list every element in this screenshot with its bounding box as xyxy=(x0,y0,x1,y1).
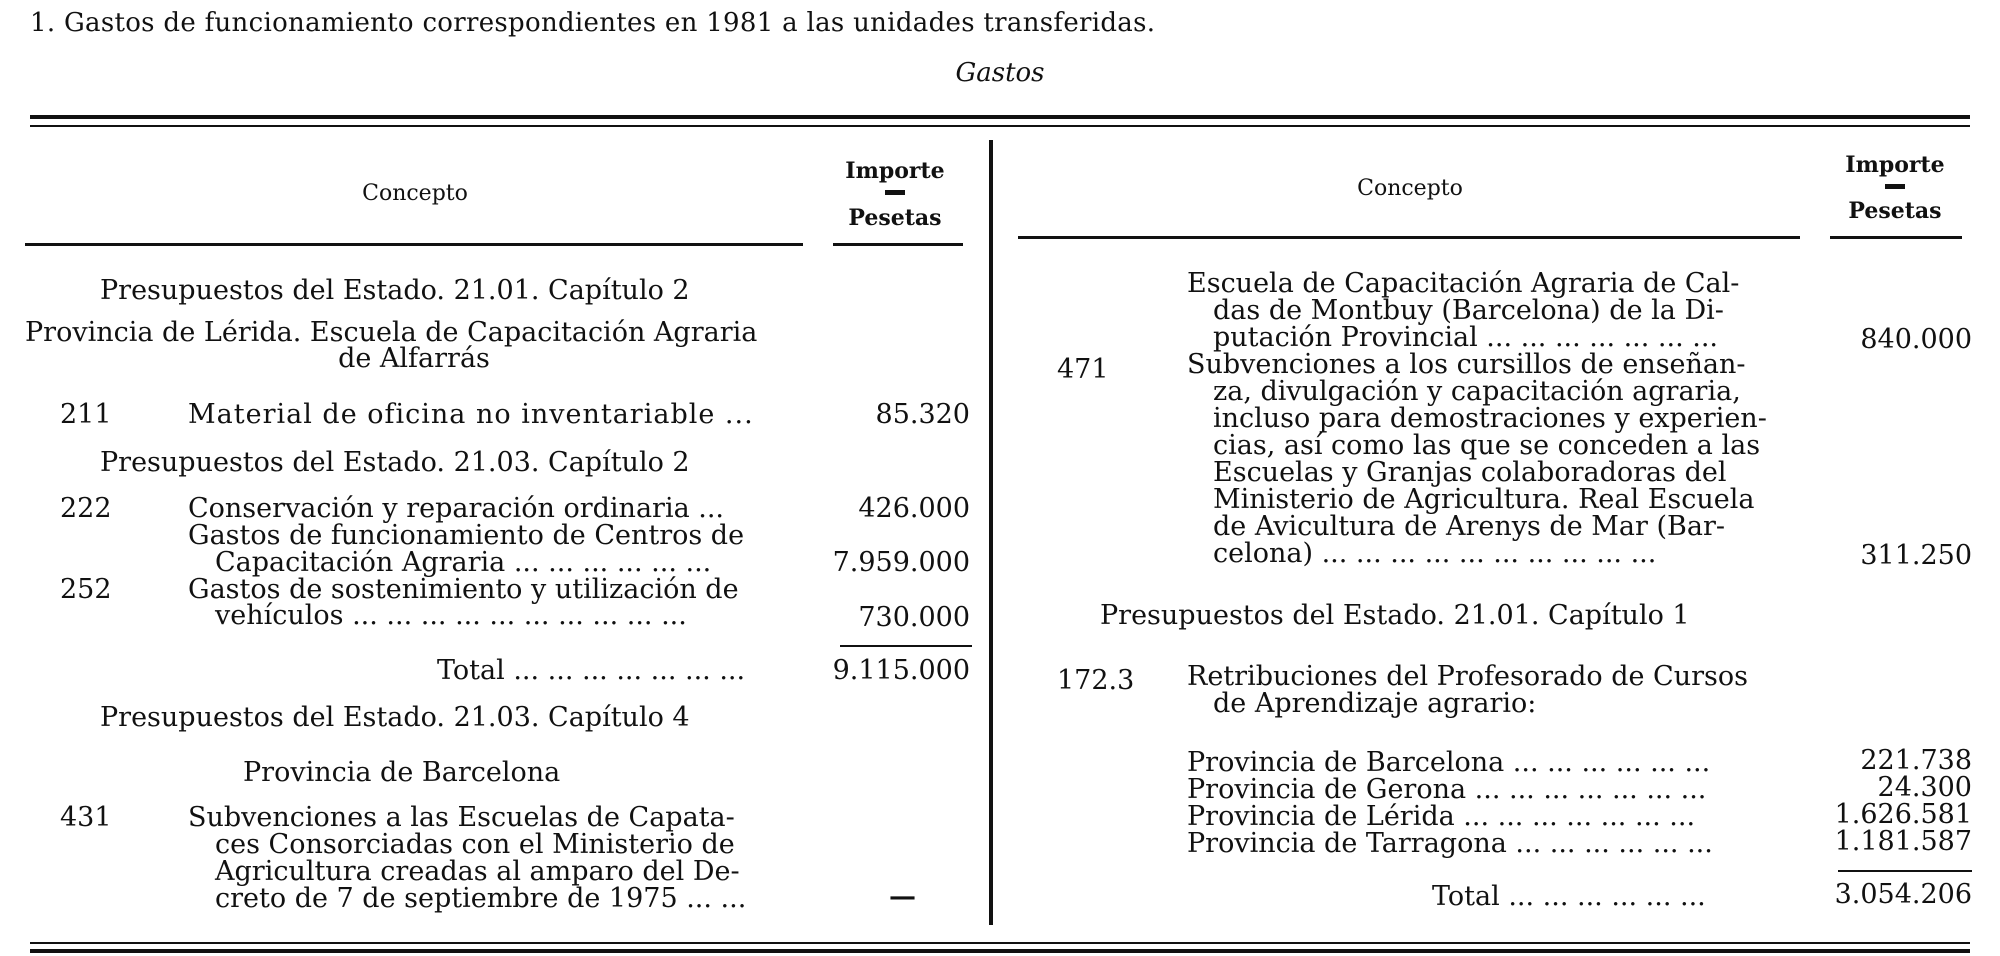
right-section-title: Presupuestos del Estado. 21.01. Capítulo 1 xyxy=(1100,600,1690,631)
left-total-amount: 9.115.000 xyxy=(832,655,970,686)
code-172-3: 172.3 xyxy=(1057,665,1135,696)
desc-471-line-2: za, divulgación y capacitación agraria, xyxy=(1213,376,1741,407)
amount-222: 426.000 xyxy=(858,493,970,524)
desc-471-line-6: Ministerio de Agricultura. Real Escuela xyxy=(1213,484,1755,515)
amount-gerona: 24.300 xyxy=(1877,772,1972,803)
left-header-concepto: Concepto xyxy=(362,181,468,206)
amount-gastos-funcionamiento: 7.959.000 xyxy=(832,547,970,578)
left-header-rule-importe xyxy=(833,243,963,246)
right-header-pesetas: Pesetas xyxy=(1848,198,1942,224)
code-252: 252 xyxy=(60,574,112,605)
bottom-rule-thin xyxy=(30,942,1970,944)
amount-431: — xyxy=(889,881,916,912)
province-gerona: Provincia de Gerona ... ... ... ... ... ... ... xyxy=(1187,774,1707,805)
province-lerida: Provincia de Lérida ... ... ... ... ... ... ... xyxy=(1187,801,1696,832)
desc-431-line-2: ces Consorciadas con el Ministerio de xyxy=(215,829,735,860)
code-431: 431 xyxy=(60,802,112,833)
province-tarragona: Provincia de Tarragona ... ... ... ... ... ... xyxy=(1187,828,1713,859)
left-header-dash xyxy=(885,190,905,195)
desc-431-line-3: Agricultura creadas al amparo del De- xyxy=(215,856,740,887)
left-total-rule xyxy=(840,645,972,647)
desc-252-line-2: vehículos ... ... ... ... ... ... ... ... ... ... xyxy=(215,600,687,631)
amount-tarragona: 1.181.587 xyxy=(1834,826,1972,857)
document-heading: 1. Gastos de funcionamiento correspondientes en 1981 a las unidades transferidas. xyxy=(30,8,1156,38)
left-header-pesetas: Pesetas xyxy=(848,205,942,231)
desc-172-3-line-2: de Aprendizaje agrario: xyxy=(1213,688,1537,719)
escuela-caldas-line-2: das de Montbuy (Barcelona) de la Di- xyxy=(1213,295,1724,326)
right-total-rule xyxy=(1838,870,1972,872)
desc-211: Material de oficina no inventariable ... xyxy=(188,399,754,430)
amount-211: 85.320 xyxy=(875,399,970,430)
top-rule xyxy=(30,115,1970,119)
table-subtitle: Gastos xyxy=(955,58,1045,88)
left-total-label: Total ... ... ... ... ... ... ... xyxy=(437,655,746,686)
desc-471-line-4: cias, así como las que se conceden a las xyxy=(1213,430,1761,461)
right-total-amount: 3.054.206 xyxy=(1834,879,1972,910)
gastos-funcionamiento-line-2: Capacitación Agraria ... ... ... ... ... ... xyxy=(215,547,712,578)
right-header-importe: Importe xyxy=(1845,152,1945,178)
right-total-label: Total ... ... ... ... ... ... xyxy=(1432,881,1706,912)
top-rule-thin xyxy=(30,125,1970,127)
escuela-caldas-line-1: Escuela de Capacitación Agraria de Cal- xyxy=(1187,268,1740,299)
left-province-line-1: Provincia de Lérida. Escuela de Capacitación Agraria xyxy=(25,317,758,348)
gastos-funcionamiento-line-1: Gastos de funcionamiento de Centros de xyxy=(188,520,745,551)
amount-escuela-caldas: 840.000 xyxy=(1860,324,1972,355)
right-header-concepto: Concepto xyxy=(1357,176,1463,201)
desc-471-line-1: Subvenciones a los cursillos de enseñan- xyxy=(1187,349,1746,380)
code-222: 222 xyxy=(60,493,112,524)
code-471: 471 xyxy=(1057,354,1109,385)
amount-barcelona: 221.738 xyxy=(1860,745,1972,776)
desc-471-line-8: celona) ... ... ... ... ... ... ... ... ... ... xyxy=(1213,538,1657,569)
left-section-title-3: Presupuestos del Estado. 21.03. Capítulo 4 xyxy=(100,702,690,733)
desc-471-line-5: Escuelas y Granjas colaboradoras del xyxy=(1213,457,1727,488)
amount-252: 730.000 xyxy=(858,602,970,633)
left-header-rule-concepto xyxy=(25,243,803,246)
escuela-caldas-line-3: putación Provincial ... ... ... ... ... ... ... xyxy=(1213,322,1719,353)
left-section-title-2: Presupuestos del Estado. 21.03. Capítulo 2 xyxy=(100,447,690,478)
desc-252-line-1: Gastos de sostenimiento y utilización de xyxy=(188,574,739,605)
desc-431-line-1: Subvenciones a las Escuelas de Capata- xyxy=(188,802,735,833)
code-211: 211 xyxy=(60,399,112,430)
province-barcelona: Provincia de Barcelona ... ... ... ... ... ... xyxy=(1187,747,1711,778)
desc-172-3-line-1: Retribuciones del Profesorado de Cursos xyxy=(1187,661,1748,692)
right-header-rule-concepto xyxy=(1018,236,1800,239)
left-section-title-1: Presupuestos del Estado. 21.01. Capítulo 2 xyxy=(100,275,690,306)
desc-471-line-3: incluso para demostraciones y experien- xyxy=(1213,403,1767,434)
bottom-rule xyxy=(30,949,1970,953)
desc-471-line-7: de Avicultura de Arenys de Mar (Bar- xyxy=(1213,511,1725,542)
column-divider xyxy=(989,140,993,925)
left-province-barcelona: Provincia de Barcelona xyxy=(243,757,561,788)
right-header-dash xyxy=(1885,184,1905,189)
left-province-line-2: de Alfarrás xyxy=(338,343,490,374)
left-header-importe: Importe xyxy=(845,158,945,184)
amount-471: 311.250 xyxy=(1860,540,1972,571)
amount-lerida: 1.626.581 xyxy=(1834,799,1972,830)
desc-222: Conservación y reparación ordinaria ... xyxy=(188,493,725,524)
right-header-rule-importe xyxy=(1830,236,1962,239)
desc-431-line-4: creto de 7 de septiembre de 1975 ... ... xyxy=(215,883,747,914)
